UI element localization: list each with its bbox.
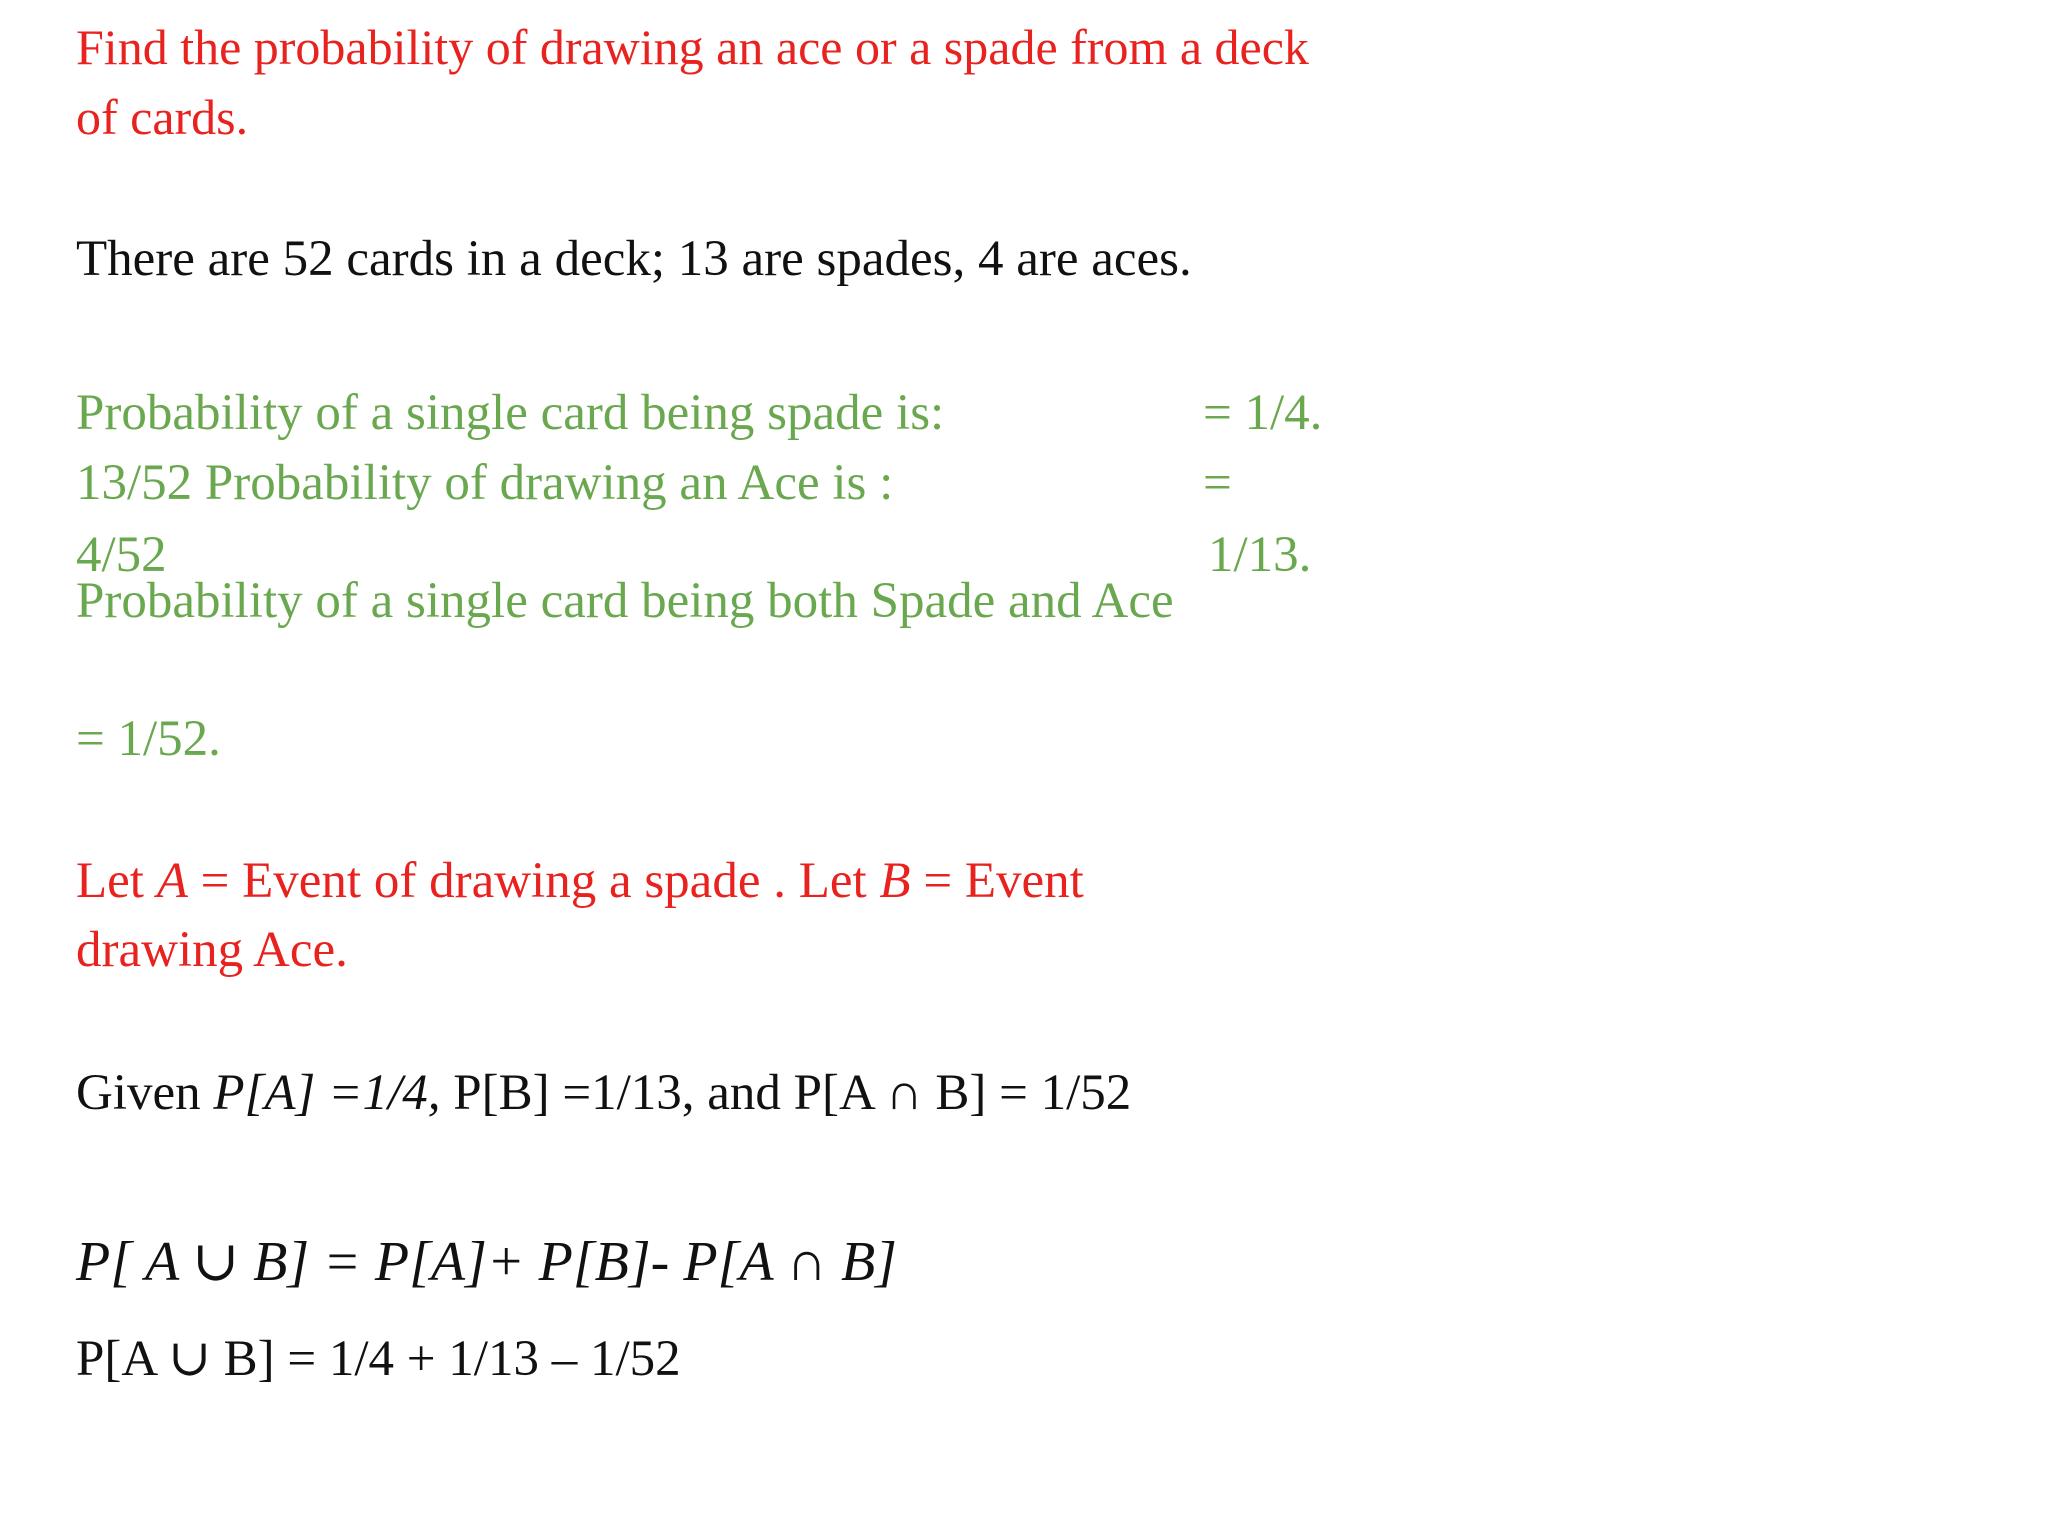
events-line-2: drawing Ace. <box>76 922 348 978</box>
given-pab: P[A ∩ B] = 1/52 <box>793 1065 1132 1121</box>
facts-line: There are 52 cards in a deck; 13 are spades, 4 are aces. <box>76 231 1192 287</box>
event-b-definition: = Event <box>910 853 1084 909</box>
ace-prob-text: 13/52 Probability of drawing an Ace is : <box>76 455 894 511</box>
event-a-definition: = Event of drawing a spade . Let <box>187 853 880 909</box>
union-formula-general: P[ A ∪ B] = P[A]+ P[B]- P[A ∩ B] <box>76 1231 897 1293</box>
ace-prob-result: 1/13. <box>1208 527 1312 583</box>
spade-prob-equals: = 1/4. <box>1203 385 1323 441</box>
question-line-1: Find the probability of drawing an ace or a spade from a deck <box>76 19 1309 75</box>
given-line <box>76 1065 1132 1121</box>
ace-prob-fraction: 4/52 <box>76 527 167 583</box>
let-a-label: Let <box>76 853 157 909</box>
question-line-2: of cards. <box>76 89 249 145</box>
event-a-symbol: A <box>156 853 188 909</box>
both-prob-text: Probability of a single card being both Spade and Ace <box>76 573 1174 629</box>
given-pb: P[B] =1/13, and <box>453 1065 794 1121</box>
both-prob-equals: = 1/52. <box>76 711 221 767</box>
union-formula-applied: P[A ∪ B] = 1/4 + 1/13 – 1/52 <box>76 1331 681 1387</box>
spade-prob-text: Probability of a single card being spade is: <box>76 385 945 441</box>
given-pa: P[A] =1/4, <box>213 1065 454 1121</box>
given-prefix: Given <box>76 1065 214 1121</box>
event-b-symbol: B <box>879 853 911 909</box>
ace-prob-equals: = <box>1203 455 1232 511</box>
events-line-1 <box>76 853 1084 909</box>
